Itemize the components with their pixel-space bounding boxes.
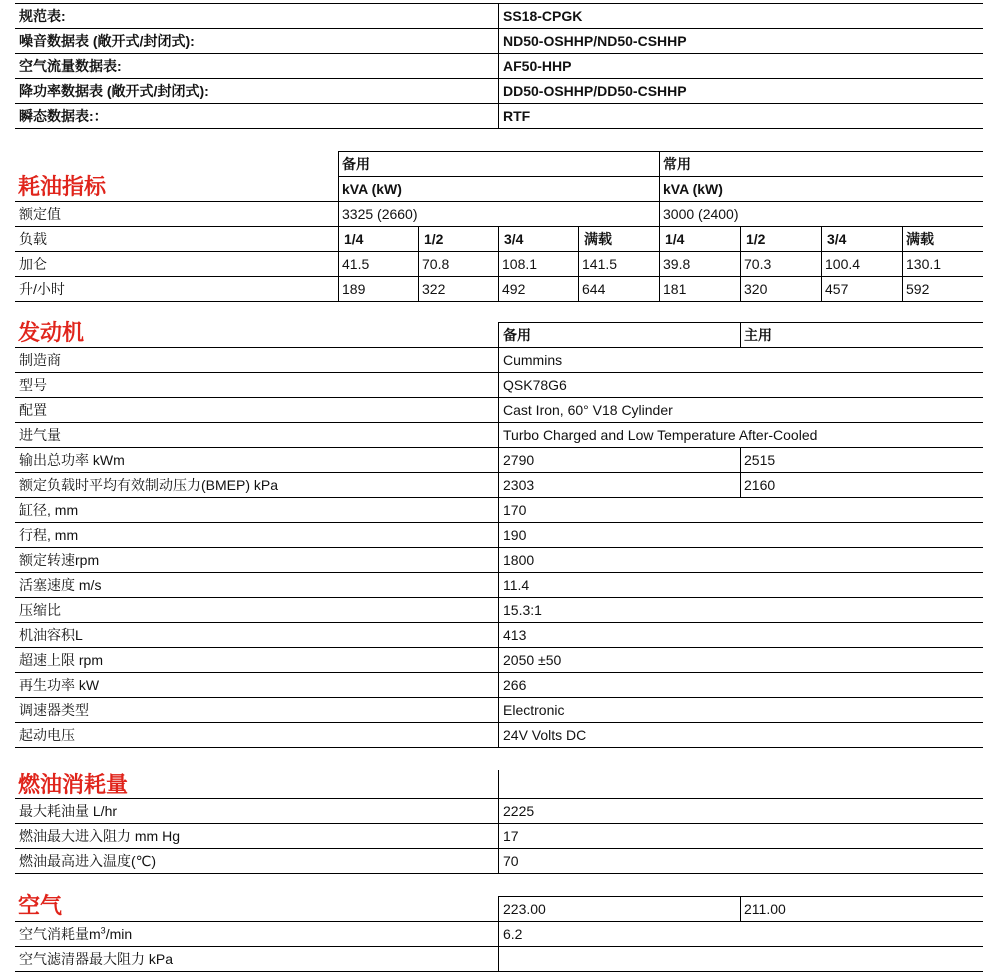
air-row-label: 空气滤清器最大阻力 kPa (19, 951, 174, 967)
rated-label: 额定值 (19, 206, 61, 222)
lph-value: 322 (422, 281, 446, 297)
load-header: 1/4 (665, 231, 685, 247)
engine-row-value-prime: 2515 (744, 452, 776, 468)
engine-row-value: 15.3:1 (503, 602, 542, 618)
gallon-value: 70.3 (744, 256, 772, 272)
engine-row-value: 2050 ±50 (503, 652, 562, 668)
air-header-value: 223.00 (503, 901, 546, 917)
engine-row-label: 行程, mm (19, 527, 79, 543)
lph-value: 189 (342, 281, 366, 297)
air-header-value-prime: 211.00 (744, 901, 786, 917)
load-label: 负载 (19, 231, 47, 247)
spec-value: AF50-HHP (503, 58, 572, 74)
spec-value: DD50-OSHHP/DD50-CSHHP (503, 83, 687, 99)
engine-row-label: 压缩比 (19, 602, 61, 618)
engine-row-label: 进气量 (19, 427, 61, 443)
fuel-section-title: 耗油指标 (18, 174, 107, 199)
spec-label: 规范表: (19, 8, 66, 24)
engine-row-value: 11.4 (503, 577, 530, 593)
air-row-value: 6.2 (503, 926, 523, 942)
engine-row-label: 型号 (19, 377, 47, 393)
engine-row-label: 输出总功率 kWm (19, 452, 125, 468)
engine-row-value: Turbo Charged and Low Temperature After-Cooled (503, 427, 818, 443)
engine-row-value: 24V Volts DC (503, 727, 587, 743)
spec-value: ND50-OSHHP/ND50-CSHHP (503, 33, 687, 49)
spec-label: 噪音数据表 (敞开式/封闭式): (19, 33, 195, 49)
prime-header: 常用 (663, 156, 691, 172)
spec-label: 空气流量数据表: (19, 58, 122, 74)
spec-value: SS18-CPGK (503, 8, 583, 24)
kva-header: kVA (kW) (663, 181, 723, 197)
gallon-label: 加仑 (19, 256, 47, 272)
engine-row-value: 2303 (503, 477, 535, 493)
load-header: 3/4 (827, 231, 847, 247)
standby-rated-value: 3325 (2660) (342, 206, 418, 222)
engine-row-label: 额定转速rpm (19, 552, 100, 568)
fuel-system-row-label: 最大耗油量 L/hr (19, 803, 118, 819)
fuel-system-row-value: 70 (503, 853, 519, 869)
engine-row-label: 调速器类型 (19, 702, 89, 718)
engine-section-title: 发动机 (18, 320, 85, 345)
load-header: 1/2 (424, 231, 444, 247)
gallon-value: 100.4 (825, 256, 861, 272)
lph-value: 492 (502, 281, 526, 297)
prime-rated-value: 3000 (2400) (663, 206, 739, 222)
prime-header: 主用 (744, 327, 772, 343)
gallon-value: 41.5 (342, 256, 370, 272)
engine-row-value: QSK78G6 (503, 377, 567, 393)
lph-value: 592 (906, 281, 930, 297)
standby-header: 备用 (503, 327, 531, 343)
spec-label: 降功率数据表 (敞开式/封闭式): (19, 83, 209, 99)
engine-row-value: 1800 (503, 552, 535, 568)
engine-row-label: 机油容积L (19, 627, 83, 643)
load-header: 满载 (906, 231, 934, 247)
lph-value: 644 (582, 281, 606, 297)
engine-row-label: 起动电压 (19, 727, 75, 743)
load-header: 3/4 (504, 231, 524, 247)
engine-row-label: 制造商 (19, 352, 61, 368)
gallon-value: 141.5 (582, 256, 618, 272)
load-header: 1/4 (344, 231, 364, 247)
engine-row-value: 2790 (503, 452, 535, 468)
air-row-label (19, 925, 132, 943)
fuel-system-section-title: 燃油消耗量 (18, 772, 129, 797)
engine-row-value: Cast Iron, 60° V18 Cylinder (503, 402, 673, 418)
engine-row-label: 配置 (19, 402, 47, 418)
engine-row-value: Cummins (503, 352, 563, 368)
standby-header: 备用 (342, 156, 370, 172)
fuel-system-row-label: 燃油最高进入温度(℃) (19, 853, 157, 869)
engine-row-value: 266 (503, 677, 527, 693)
gallon-value: 108.1 (502, 256, 538, 272)
kva-header: kVA (kW) (342, 181, 402, 197)
gallon-value: 130.1 (906, 256, 942, 272)
engine-row-value: Electronic (503, 702, 565, 718)
gallon-value: 39.8 (663, 256, 691, 272)
liters-per-hour-label: 升/小时 (19, 281, 65, 297)
fuel-system-row-value: 17 (503, 828, 519, 844)
air-row-label-sup: 3 (100, 925, 106, 936)
fuel-system-row-value: 2225 (503, 803, 535, 819)
air-section-title: 空气 (18, 893, 63, 918)
load-header: 满载 (584, 231, 612, 247)
engine-row-value-prime: 2160 (744, 477, 776, 493)
lph-value: 320 (744, 281, 768, 297)
air-row-label-main: 空气消耗量m (19, 926, 101, 942)
gallon-value: 70.8 (422, 256, 450, 272)
engine-row-value: 413 (503, 627, 527, 643)
engine-row-label: 额定负载时平均有效制动压力(BMEP) kPa (19, 477, 279, 493)
air-row-label-tail: /min (105, 926, 133, 942)
engine-row-label: 活塞速度 m/s (19, 577, 102, 593)
lph-value: 181 (663, 281, 687, 297)
spec-value: RTF (503, 108, 531, 124)
lph-value: 457 (825, 281, 849, 297)
engine-row-label: 再生功率 kW (19, 677, 100, 693)
load-header: 1/2 (746, 231, 766, 247)
engine-row-value: 170 (503, 502, 527, 518)
engine-row-label: 超速上限 rpm (19, 652, 103, 668)
engine-row-label: 缸径, mm (19, 502, 79, 518)
engine-row-value: 190 (503, 527, 527, 543)
fuel-system-row-label: 燃油最大进入阻力 mm Hg (19, 828, 180, 844)
spec-label: 瞬态数据表:： (19, 108, 108, 124)
